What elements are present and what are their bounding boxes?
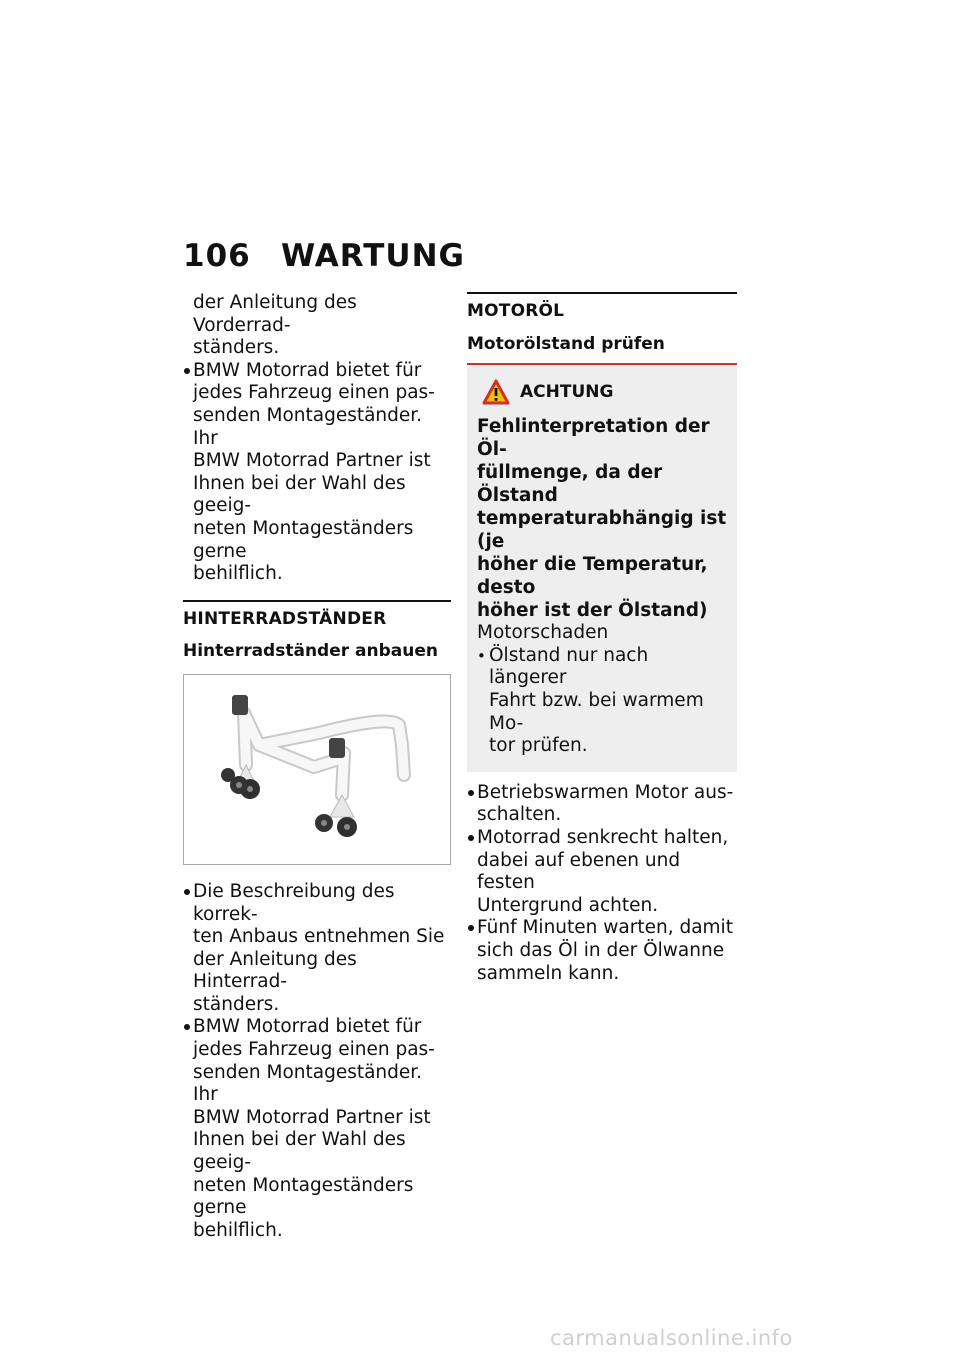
section-divider [183,600,451,602]
stand-illustration [183,674,451,865]
rear-stand-image [184,675,450,864]
section-divider [467,292,737,294]
list-item: • Ölstand nur nach längerer Fahrt bzw. bei warmem Mo- tor prüfen. [477,645,727,758]
chapter-title: WARTUNG [281,238,465,274]
left-column [183,292,451,1242]
continuation-text: der Anleitung des Vorderrad- ständers. [193,292,357,359]
list-item: Betriebswarmen Motor aus- schalten. [467,782,737,827]
list-item: Motorrad senkrecht halten, dabei auf ebenen und festen Untergrund achten. [467,827,737,917]
bullet-list-bottom [183,881,451,1243]
page-header [183,238,465,274]
list-item: Fünf Minuten warten, damit sich das Öl in der Ölwanne sammeln kann. [467,917,737,985]
section-title: HINTERRADSTÄNDER [183,608,387,629]
subsection-title: Motorölstand prüfen [467,333,665,354]
list-item: BMW Motorrad bietet für jedes Fahrzeug einen pas- senden Montageständer. Ihr BMW Motorrad Partner ist Ihnen bei der Wahl des geeig- neten Montageständers gerne behilflich. [183,1016,451,1242]
warning-title: Fehlinterpretation der Öl- füllmenge, da der Ölstand temperaturabhängig ist (je höher die Temperatur, desto höher ist der Ölstand) [477,416,727,622]
right-column [467,292,737,985]
warning-triangle-icon [482,379,510,405]
warning-consequence: Motorschaden [477,622,609,644]
watermark: carmanualsonline.info [550,1326,793,1350]
list-item: BMW Motorrad bietet für jedes Fahrzeug einen pas- senden Montageständer. Ihr BMW Motorrad Partner ist Ihnen bei der Wahl des geeig- neten Montageständers gerne behilflich. [183,360,451,586]
bullet-list-top [183,360,451,586]
section-title: MOTORÖL [467,301,565,321]
warning-heading [477,379,727,405]
page-number: 106 [183,238,251,274]
list-item: Die Beschreibung des korrek- ten Anbaus entnehmen Sie der Anleitung des Hinterrad- ständers. [183,881,451,1017]
warning-box [467,365,737,772]
procedure-steps [467,782,737,985]
warning-label: ACHTUNG [520,381,614,402]
subsection-title: Hinterradständer anbauen [183,641,438,662]
warning-measures [477,645,727,758]
